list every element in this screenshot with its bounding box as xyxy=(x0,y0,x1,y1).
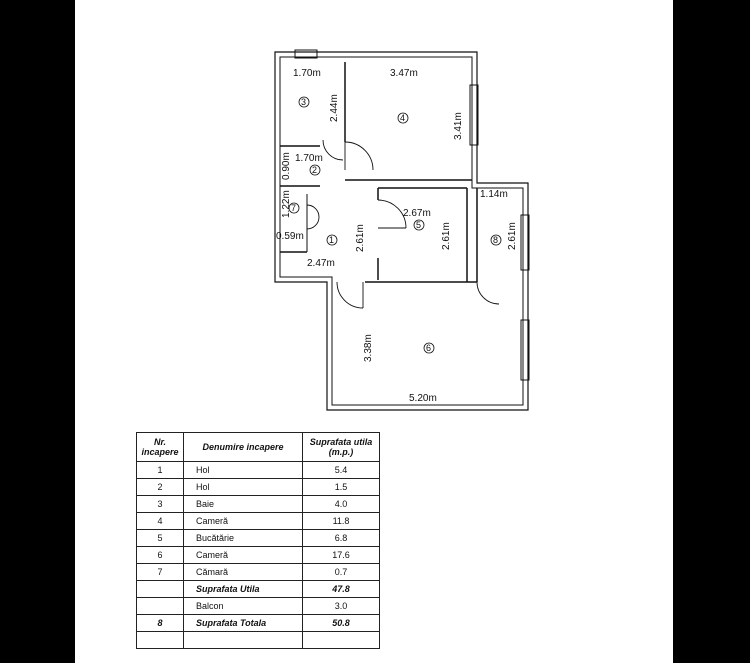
room-number: 8 xyxy=(493,235,499,245)
table-row-total-useful xyxy=(137,581,380,598)
table-row xyxy=(137,564,380,581)
cell-name: Cămară xyxy=(184,564,303,581)
cell-nr: 6 xyxy=(137,547,184,564)
table-row-empty xyxy=(137,632,380,649)
table-row xyxy=(137,547,380,564)
dim-label: 1.14m xyxy=(480,189,508,200)
table-row xyxy=(137,462,380,479)
cell-nr xyxy=(137,598,184,615)
cell-area: 17.6 xyxy=(303,547,380,564)
cell-nr: 3 xyxy=(137,496,184,513)
cell-area: 4.0 xyxy=(303,496,380,513)
table-row xyxy=(137,496,380,513)
dim-label: 2.61m xyxy=(441,222,452,250)
cell-area: 5.4 xyxy=(303,462,380,479)
dim-label: 3.38m xyxy=(363,334,374,362)
table-row xyxy=(137,479,380,496)
cell-area: 0.7 xyxy=(303,564,380,581)
dim-label: 2.61m xyxy=(507,222,518,250)
floor-plan xyxy=(75,0,673,430)
cell-area: 1.5 xyxy=(303,479,380,496)
room-area-table xyxy=(136,432,380,649)
dim-label: 0.90m xyxy=(281,152,292,180)
table-row xyxy=(137,598,380,615)
room-number: 1 xyxy=(329,235,335,245)
cell-nr: 5 xyxy=(137,530,184,547)
cell-nr: 8 xyxy=(137,615,184,632)
cell-name: Suprafata Utila xyxy=(184,581,303,598)
table-row-total xyxy=(137,615,380,632)
col-header-nr: Nr. incapere xyxy=(137,433,184,462)
cell-name: Suprafata Totala xyxy=(184,615,303,632)
dim-label: 3.47m xyxy=(390,68,418,79)
room-number: 5 xyxy=(416,220,422,230)
cell-area: 47.8 xyxy=(303,581,380,598)
plan-sheet xyxy=(75,0,673,663)
dim-label: 3.41m xyxy=(453,112,464,140)
cell-nr: 7 xyxy=(137,564,184,581)
cell-name: Baie xyxy=(184,496,303,513)
table-row xyxy=(137,513,380,530)
cell-nr: 1 xyxy=(137,462,184,479)
door-swing-room6 xyxy=(337,282,363,308)
dim-label: 0.59m xyxy=(276,231,304,242)
door-swing-kitchen xyxy=(378,200,406,228)
dim-label: 1.70m xyxy=(293,68,321,79)
dim-label: 2.61m xyxy=(355,224,366,252)
cell-name: Hol xyxy=(184,479,303,496)
cell-area: 3.0 xyxy=(303,598,380,615)
door-swing-room4 xyxy=(345,142,373,170)
cell-name: Cameră xyxy=(184,547,303,564)
cell-name: Balcon xyxy=(184,598,303,615)
door-swing-bath xyxy=(323,140,343,160)
cell-area: 50.8 xyxy=(303,615,380,632)
dim-label: 1.70m xyxy=(295,153,323,164)
table-row xyxy=(137,530,380,547)
room-number: 6 xyxy=(426,343,432,353)
door-swing-pantry xyxy=(307,205,319,229)
cell-area: 11.8 xyxy=(303,513,380,530)
col-header-area: Suprafata utila (m.p.) xyxy=(303,433,380,462)
dim-label: 2.67m xyxy=(403,208,431,219)
cell-nr: 2 xyxy=(137,479,184,496)
cell-name: Bucătărie xyxy=(184,530,303,547)
cell-name: Hol xyxy=(184,462,303,479)
cell-nr xyxy=(137,581,184,598)
room-number: 4 xyxy=(400,113,406,123)
cell-nr: 4 xyxy=(137,513,184,530)
col-header-name: Denumire incapere xyxy=(184,433,303,462)
cell-name: Cameră xyxy=(184,513,303,530)
dim-label: 1.22m xyxy=(281,190,292,218)
dim-label: 2.44m xyxy=(329,94,340,122)
dim-label: 2.47m xyxy=(307,258,335,269)
table-header-row xyxy=(137,433,380,462)
room-number: 7 xyxy=(291,203,297,213)
outer-wall-inner xyxy=(280,57,523,405)
cell-area: 6.8 xyxy=(303,530,380,547)
room-number: 3 xyxy=(301,97,307,107)
door-swing-balcony xyxy=(477,282,499,304)
outer-wall xyxy=(275,52,528,410)
room-number: 2 xyxy=(312,165,318,175)
dim-label: 5.20m xyxy=(409,393,437,404)
